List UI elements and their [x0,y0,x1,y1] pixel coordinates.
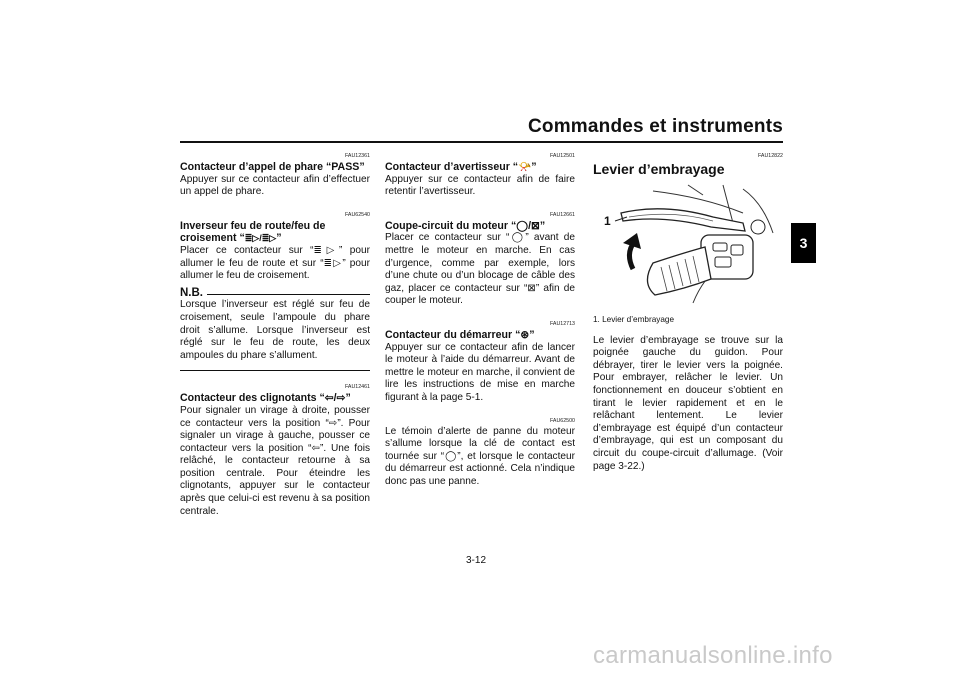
column-2 [385,153,575,488]
figure-callout-1: 1 [604,214,611,228]
nb-heading [180,287,370,300]
column-3 [593,153,783,473]
ref-code: FAU12713 [549,320,575,327]
chapter-tab: 3 [791,223,816,263]
nb-body: Lorsque l’inverseur est réglé sur feu de croisement, seule l’ampoule du phare droit s’allume. Lorsque l’inverseur est réglé sur le feu de route, les deux ampoules du phare s’allument. [180,299,370,361]
ref-code: FAU12822 [757,153,783,159]
clutch-lever-figure [593,183,783,308]
nb-label: N.B. [180,286,203,299]
section-heading-pass: Contacteur d’appel de phare “PASS” [180,161,365,173]
section-heading-horn: Contacteur d’avertisseur “📯” [385,161,537,173]
section-body-horn: Appuyer sur ce contacteur afin de faire retentir l’avertisseur. [385,173,575,198]
page-header-title: Commandes et instruments [527,116,783,137]
dimmer-title-close: ” [276,232,282,245]
clutch-lever-illustration [593,183,783,308]
figure-caption: 1. Levier d’embrayage [593,315,675,324]
section-body-dimmer: Placer ce contacteur sur “≣▷” pour allumer le feu de route et sur “≣▷” pour allumer le feu de croisement. [180,244,370,282]
nb-rule [207,294,370,295]
ref-code: FAU12661 [549,211,575,218]
section-heading-turn-signal: Contacteur des clignotants “⇦/⇨” [180,392,351,405]
headlight-icon: ≣▷/≣▷ [244,233,277,244]
section-body-warning-light: Le témoin d’alerte de panne du moteur s’allume lorsque la clé de contact est tournée sur “◯”, et lorsque le contacteur du démarreur est actionné. Cela n’indique donc pas une panne. [385,425,575,487]
section-body-engine-stop: Placer ce contacteur sur “◯” avant de mettre le moteur en marche. En cas d’urgence, comme par exemple, lors d’une chute ou d’un blocage de câble des gaz, placer ce contacteur sur “⊠” afin de couper le moteur. [385,232,575,307]
watermark: carmanualsonline.info [593,642,833,669]
ref-code: FAU12501 [549,153,575,159]
header-rule [180,141,783,143]
column-1 [180,153,370,518]
section-body-turn-signal: Pour signaler un virage à droite, pousser ce contacteur vers la position “⇨”. Pour signaler un virage à gauche, pousser ce contacteur vers la position “⇦”. Une fois relâché, le contacteur retourne à sa position centrale. Pour éteindre les clignotants, appuyer sur le contacteur après que celui-ci est revenu à sa position centrale. [180,404,370,517]
ref-code: FAU12461 [344,384,370,391]
section-heading-engine-stop: Coupe-circuit du moteur “◯/⊠” [385,219,546,232]
section-heading-dimmer [180,220,370,245]
section-heading-clutch: Levier d’embrayage [593,161,725,177]
dimmer-title-line2: croisement “ [180,232,245,245]
section-heading-starter: Contacteur du démarreur “⊛” [385,328,535,341]
section-body-starter: Appuyer sur ce contacteur afin de lancer le moteur à l’aide du démarreur. Avant de mettre le moteur en marche, il convient de lire les instructions de mise en marche figurant à la page 5-1. [385,341,575,403]
ref-code: FAU12361 [344,153,370,159]
section-body-pass: Appuyer sur ce contacteur afin d’effectuer un appel de phare. [180,173,370,198]
ref-code: FAU62500 [549,417,575,424]
section-body-clutch: Le levier d’embrayage se trouve sur la poignée gauche du guidon. Pour débrayer, tirer le levier vers la poignée. Pour embrayer, relâcher le levier. Un fonctionnement en douceur s’obtient en tirant le levier rapidement et en le relâchant lentement. Le levier d’embrayage est équipé d’un contacteur d’embrayage, qui est un composant du circuit du coupe-circuit d’allumage. (Voir page 3-22.) [593,334,783,472]
dimmer-title-line1: Inverseur feu de route/feu de [180,219,326,232]
page-number: 3-12 [466,555,487,566]
ref-code: FAU62540 [344,211,370,218]
